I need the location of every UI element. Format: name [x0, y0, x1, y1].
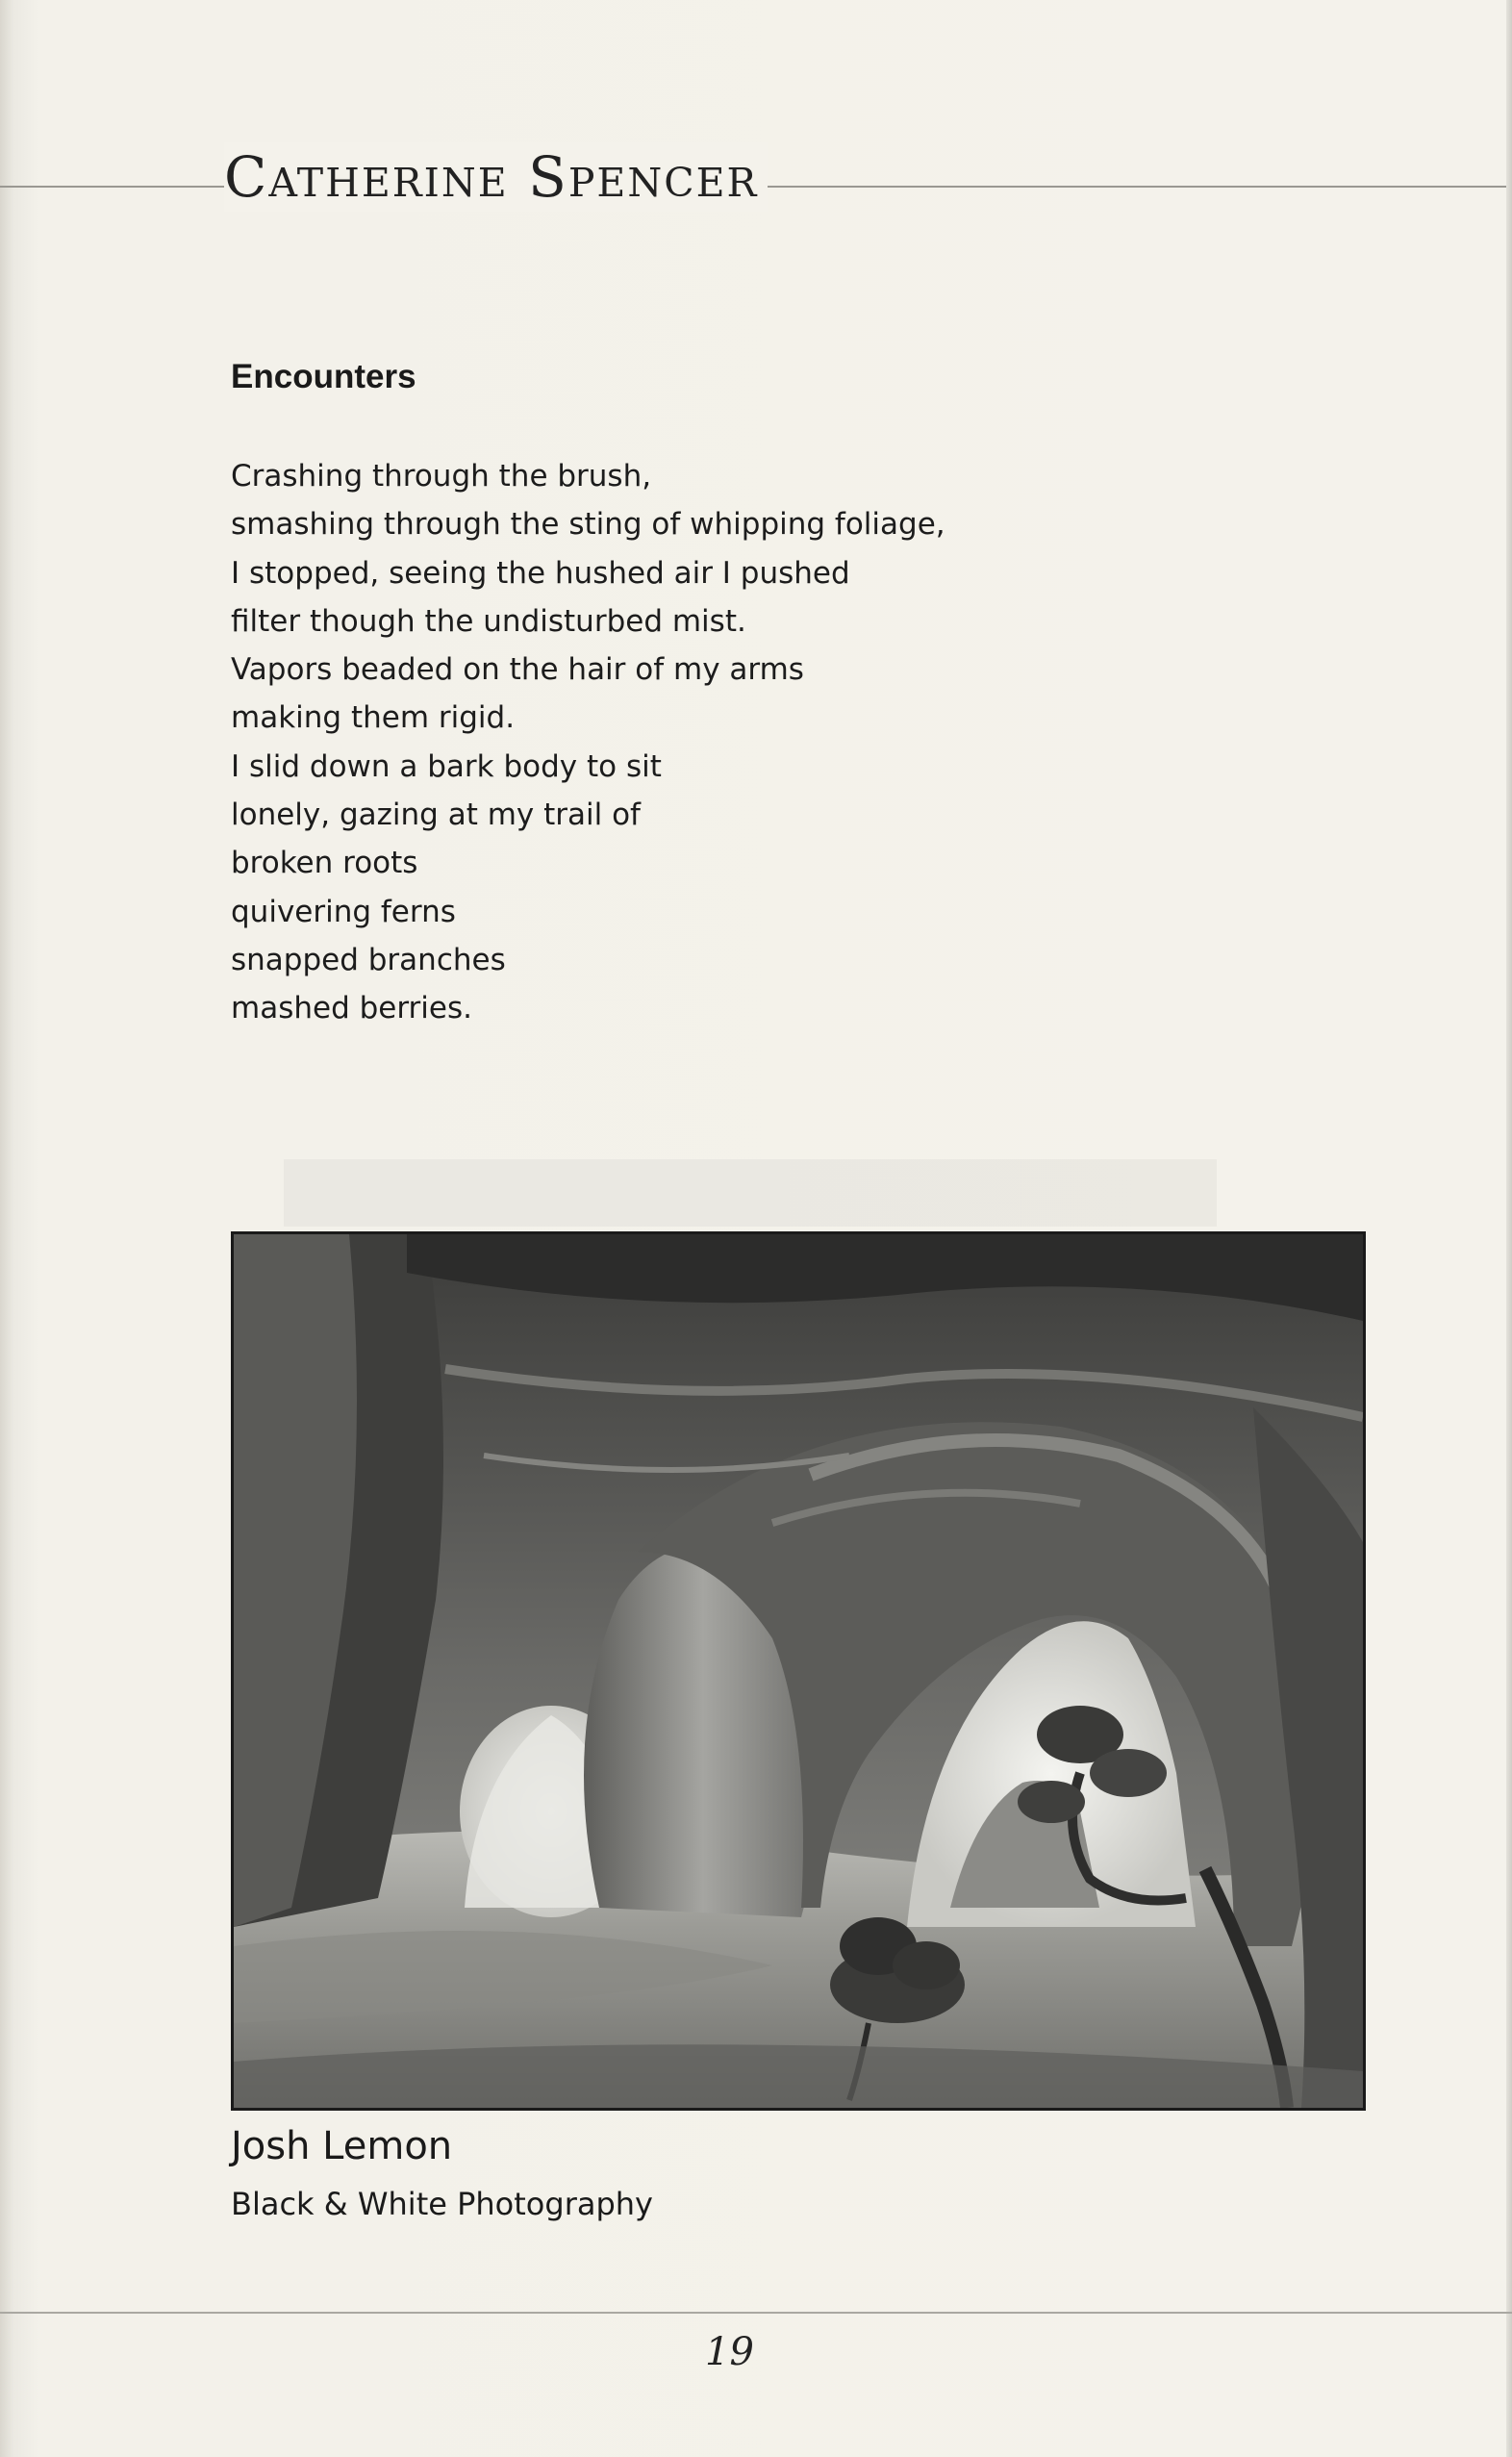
poem-line: snapped branches [231, 942, 506, 977]
arch-photograph [231, 1231, 1366, 2111]
poem-line: Crashing through the brush, [231, 459, 652, 494]
poem-line: Vapors beaded on the hair of my arms [231, 652, 804, 688]
photo-medium: Black & White Photography [231, 2186, 653, 2222]
poem-title: Encounters [231, 358, 416, 395]
bleed-through-shadow [284, 1159, 1217, 1227]
poem-line: filter though the undisturbed mist. [231, 603, 746, 639]
poem-body [231, 452, 945, 1033]
poem-line: broken roots [231, 846, 418, 881]
author-header: Catherine Spencer [224, 142, 768, 212]
poem-line: lonely, gazing at my trail of [231, 798, 641, 833]
page-number: 19 [705, 2330, 754, 2374]
arch-photograph-illustration [234, 1234, 1363, 2108]
poem-line: making them rigid. [231, 700, 516, 736]
poem-line: I stopped, seeing the hushed air I pushed [231, 555, 850, 591]
poem-line: I slid down a bark body to sit [231, 748, 662, 784]
photographer-name: Josh Lemon [231, 2124, 453, 2168]
poem-line: mashed berries. [231, 991, 472, 1026]
poem-line: smashing through the sting of whipping foliage, [231, 507, 945, 543]
poem-line: quivering ferns [231, 894, 456, 929]
footer-rule [0, 2312, 1512, 2314]
page-edge [1506, 0, 1512, 2457]
